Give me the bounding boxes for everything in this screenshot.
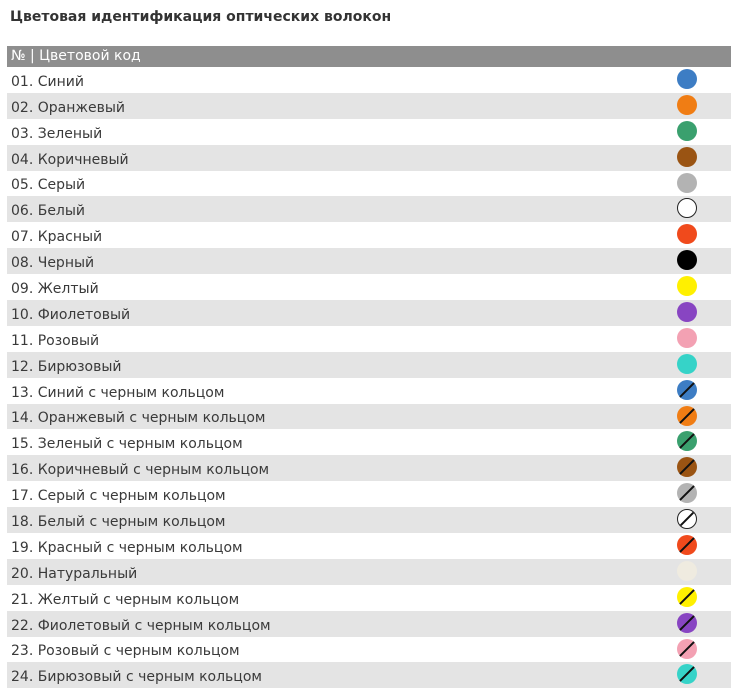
row-label: 07. Красный bbox=[11, 229, 103, 246]
page-title: Цветовая идентификация оптических волокон bbox=[10, 9, 392, 25]
row-label: 16. Коричневый с черным кольцом bbox=[11, 462, 270, 479]
red-swatch-icon bbox=[677, 224, 697, 244]
row-label: 21. Желтый с черным кольцом bbox=[11, 591, 240, 608]
brown-swatch-icon bbox=[677, 147, 697, 167]
row-label: 14. Оранжевый с черным кольцом bbox=[11, 410, 266, 427]
table-row bbox=[7, 171, 731, 197]
white-ringed-swatch-icon bbox=[677, 509, 697, 529]
black-swatch-icon bbox=[677, 250, 697, 270]
table-header: № | Цветовой код bbox=[7, 46, 731, 67]
green-swatch-icon bbox=[677, 121, 697, 141]
table-row bbox=[7, 300, 731, 326]
blue-swatch-icon bbox=[677, 69, 697, 89]
table-row bbox=[7, 559, 731, 585]
table-row bbox=[7, 248, 731, 274]
table-row bbox=[7, 274, 731, 300]
natural-swatch-icon bbox=[677, 561, 697, 581]
orange-ringed-swatch-icon bbox=[677, 406, 697, 426]
row-label: 06. Белый bbox=[11, 203, 86, 220]
row-label: 11. Розовый bbox=[11, 332, 100, 349]
fiber-color-table bbox=[7, 46, 731, 688]
row-label: 04. Коричневый bbox=[11, 151, 129, 168]
table-row bbox=[7, 404, 731, 430]
row-label: 17. Серый с черным кольцом bbox=[11, 488, 226, 505]
table-row bbox=[7, 611, 731, 637]
table-row bbox=[7, 196, 731, 222]
table-row bbox=[7, 145, 731, 171]
row-label: 23. Розовый с черным кольцом bbox=[11, 643, 240, 660]
table-row bbox=[7, 637, 731, 663]
table-row bbox=[7, 662, 731, 688]
violet-swatch-icon bbox=[677, 302, 697, 322]
violet-ringed-swatch-icon bbox=[677, 613, 697, 633]
row-label: 05. Серый bbox=[11, 177, 86, 194]
table-row bbox=[7, 222, 731, 248]
red-ringed-swatch-icon bbox=[677, 535, 697, 555]
row-label: 18. Белый с черным кольцом bbox=[11, 514, 226, 531]
pink-swatch-icon bbox=[677, 328, 697, 348]
table-row bbox=[7, 378, 731, 404]
green-ringed-swatch-icon bbox=[677, 431, 697, 451]
pink-ringed-swatch-icon bbox=[677, 639, 697, 659]
blue-ringed-swatch-icon bbox=[677, 380, 697, 400]
table-row bbox=[7, 533, 731, 559]
brown-ringed-swatch-icon bbox=[677, 457, 697, 477]
table-row bbox=[7, 585, 731, 611]
gray-ringed-swatch-icon bbox=[677, 483, 697, 503]
orange-swatch-icon bbox=[677, 95, 697, 115]
table-body bbox=[7, 67, 731, 688]
row-label: 12. Бирюзовый bbox=[11, 358, 122, 375]
row-label: 13. Синий с черным кольцом bbox=[11, 384, 225, 401]
table-row bbox=[7, 352, 731, 378]
row-label: 15. Зеленый с черным кольцом bbox=[11, 436, 243, 453]
table-row bbox=[7, 507, 731, 533]
yellow-swatch-icon bbox=[677, 276, 697, 296]
row-label: 22. Фиолетовый с черным кольцом bbox=[11, 617, 271, 634]
turquoise-swatch-icon bbox=[677, 354, 697, 374]
table-row bbox=[7, 119, 731, 145]
row-label: 08. Черный bbox=[11, 255, 95, 272]
row-label: 01. Синий bbox=[11, 73, 84, 90]
table-row bbox=[7, 93, 731, 119]
turquoise-ringed-swatch-icon bbox=[677, 664, 697, 684]
table-row bbox=[7, 429, 731, 455]
row-label: 19. Красный с черным кольцом bbox=[11, 539, 243, 556]
row-label: 24. Бирюзовый с черным кольцом bbox=[11, 669, 262, 686]
row-label: 03. Зеленый bbox=[11, 125, 103, 142]
table-row bbox=[7, 326, 731, 352]
white-swatch-icon bbox=[677, 198, 697, 218]
row-label: 20. Натуральный bbox=[11, 565, 138, 582]
row-label: 10. Фиолетовый bbox=[11, 306, 131, 323]
gray-swatch-icon bbox=[677, 173, 697, 193]
table-row bbox=[7, 67, 731, 93]
row-label: 09. Желтый bbox=[11, 281, 99, 298]
table-row bbox=[7, 481, 731, 507]
row-label: 02. Оранжевый bbox=[11, 99, 125, 116]
table-row bbox=[7, 455, 731, 481]
yellow-ringed-swatch-icon bbox=[677, 587, 697, 607]
